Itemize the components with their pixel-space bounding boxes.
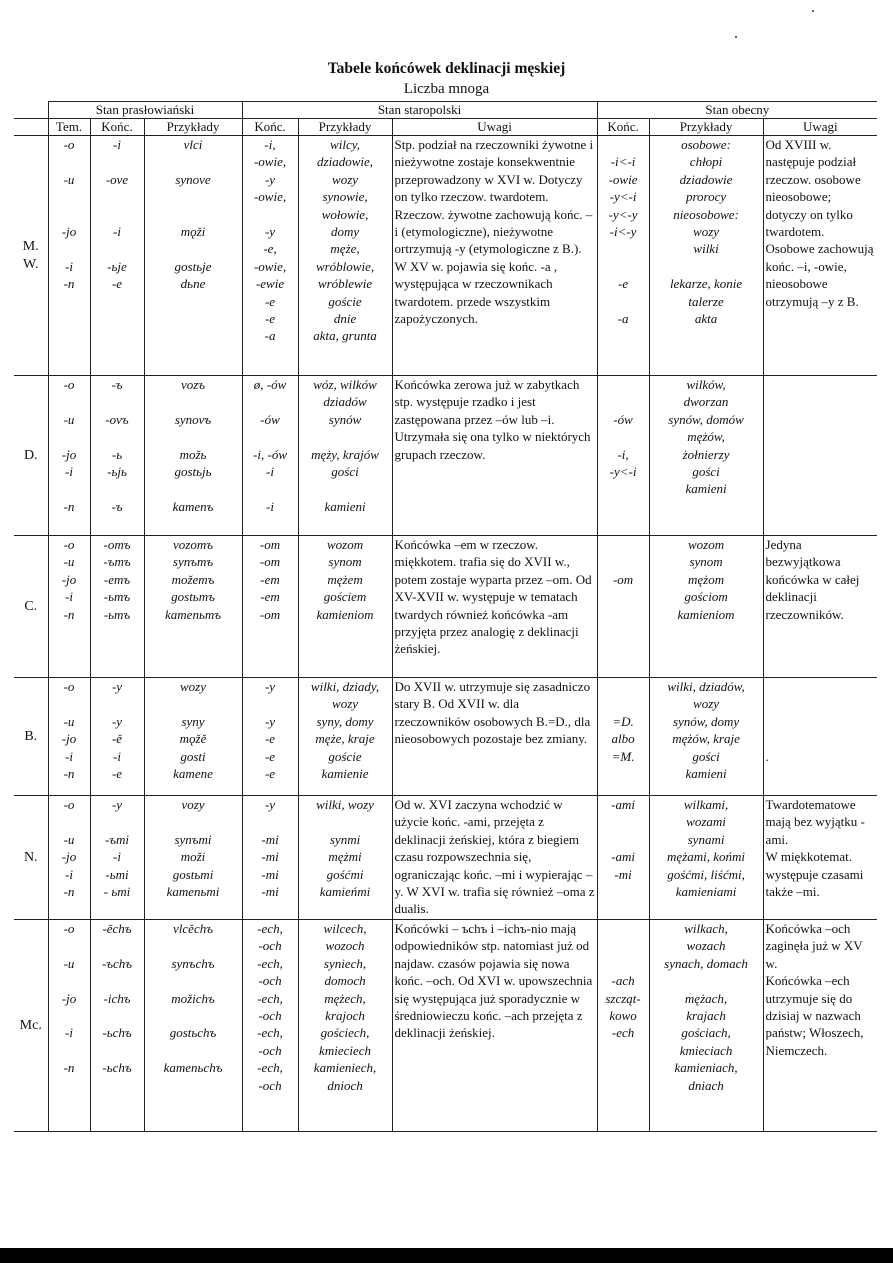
column-header-row: [14, 119, 877, 136]
scan-speck: [812, 10, 814, 12]
col-przyk1: Przykłady: [144, 119, 242, 136]
cell-uwagi3: Od XVIII w. następuje podział rzeczow. osobowe nieosobowe; dotyczy on tylko twardotem. Osobowe zachowują końc. –i, -owie, nieosobowe otrzymują –y z B.: [763, 136, 877, 376]
cell-uwagi3: Końcówka –och zaginęła już w XV w. Końcówka –ech utrzymuje się do dzisiaj w nazwach państw; Włoszech, Niemczech.: [763, 920, 877, 1132]
col-konc1: Końc.: [90, 119, 144, 136]
col-uwagi3: Uwagi: [763, 119, 877, 136]
col-tem: Tem.: [48, 119, 90, 136]
scan-bottom-edge: [0, 1248, 893, 1263]
cell-konc3: =D. albo =M.: [597, 678, 649, 796]
declension-table: [14, 101, 877, 1132]
cell-tem: -o -u -jo -i -n: [48, 376, 90, 536]
cell-konc3: -ami -ami -mi: [597, 796, 649, 920]
cell-tem: -o -u -jo -i -n: [48, 920, 90, 1132]
col-przyk3: Przykłady: [649, 119, 763, 136]
cell-uwagi2: Stp. podział na rzeczowniki żywotne i nieżywotne zostaje konsekwentnie przeprowadzony w XVI w. Dotyczy on tylko rzeczow. twardotem. Rzeczow. żywotne zachowują końc. –i (etymologiczne), nieżywotne ortrzymują -y (etymologiczne z B.). W XV w. pojawia się końc. -a , występująca w rzeczownikach twardotem. przede wszystkim zapożyczonych.: [392, 136, 597, 376]
cell-przyk3: wilkach, wozach synach, domach mężach, krajach gościach, kmieciach kamieniach, dniach: [649, 920, 763, 1132]
table-row: [14, 136, 877, 376]
col-przyk2: Przykłady: [298, 119, 392, 136]
cell-przyk1: vozomъ synъmъ možemъ gostьmъ kamenьmъ: [144, 536, 242, 678]
cell-konc3: -ach szcząt- kowo -ech: [597, 920, 649, 1132]
cell-case: Mc.: [14, 920, 48, 1132]
page-title: Tabele końcówek deklinacji męskiej: [327, 60, 566, 77]
cell-przyk1: vozy synъmi moži gostьmi kamenьmi: [144, 796, 242, 920]
cell-konc1: -y -y -ě -i -e: [90, 678, 144, 796]
empty-corner: [14, 102, 48, 119]
cell-przyk3: osobowe: chłopi dziadowie prorocy nieosobowe: wozy wilki lekarze, konie talerze akta: [649, 136, 763, 376]
col-konc3: Końc.: [597, 119, 649, 136]
cell-tem: -o -u -jo -i -n: [48, 136, 90, 376]
cell-konc3: -om: [597, 536, 649, 678]
cell-konc1: -ěchъ -ъchъ -ichъ -ьchъ -ьchъ: [90, 920, 144, 1132]
cell-tem: -o -u -jo -i -n: [48, 678, 90, 796]
cell-uwagi3: Jedyna bezwyjątkowa końcówka w całej deklinacji rzeczowników.: [763, 536, 877, 678]
cell-przyk2: wilcy, dziadowie, wozy synowie, wołowie, domy męże, wróblowie, wróblewie goście dnie akta, grunta: [298, 136, 392, 376]
cell-uwagi2: Końcówka zerowa już w zabytkach stp. występuje rzadko i jest zastępowana przez –ów lub –i. Utrzymała się ona tylko w niektórych grupach rzeczow.: [392, 376, 597, 536]
cell-przyk1: vozъ synovъ možь gostьjь kamenъ: [144, 376, 242, 536]
cell-przyk2: wozom synom mężem gościem kamieniom: [298, 536, 392, 678]
group-obecny: Stan obecny: [597, 102, 877, 119]
cell-uwagi2: Końcówki – ъchъ i –ichъ-nio mają odpowiedników stp. natomiast już od najdaw. czasów pojawia się nowa końc. –och. Od XVI w. upowszechnia się występująca już sporadycznie w średniowieczu końc. –ach przejęta z deklinacji żeńskiej.: [392, 920, 597, 1132]
cell-konc3: -ów -i, -y<-i: [597, 376, 649, 536]
page-subtitle: Liczba mnoga: [403, 81, 490, 97]
cell-przyk3: wilków, dworzan synów, domów mężów, żołnierzy gości kamieni: [649, 376, 763, 536]
col-case: [14, 119, 48, 136]
scan-speck: [735, 36, 737, 38]
cell-konc1: -i -ove -i -ьje -e: [90, 136, 144, 376]
cell-przyk2: wilki, wozy synmi mężmi gośćmi kamieńmi: [298, 796, 392, 920]
cell-case: N.: [14, 796, 48, 920]
cell-uwagi2: Do XVII w. utrzymuje się zasadniczo stary B. Od XVII w. dla rzeczowników osobowych B.=D., dla nieosobowych pozostaje bez zmiany.: [392, 678, 597, 796]
group-stp: Stan staropolski: [242, 102, 597, 119]
table-row: [14, 536, 877, 678]
cell-konc1: -ъ -ovъ -ь -ьjь -ъ: [90, 376, 144, 536]
cell-uwagi3: Twardotematowe mają bez wyjątku -ami. W miękkotemat. występuje czasami także –mi.: [763, 796, 877, 920]
cell-konc2: -om -om -em -em -om: [242, 536, 298, 678]
cell-przyk1: wozy syny mǫžě gosti kamene: [144, 678, 242, 796]
cell-przyk3: wilkami, wozami synami mężami, końmi gośćmi, liśćmi, kamieniami: [649, 796, 763, 920]
table-row: [14, 920, 877, 1132]
cell-case: C.: [14, 536, 48, 678]
cell-konc2: ø, -ów -ów -i, -ów -i -i: [242, 376, 298, 536]
cell-uwagi3: .: [763, 678, 877, 796]
cell-case: D.: [14, 376, 48, 536]
cell-konc3: -i<-i -owie -y<-i -y<-y -i<-y -e -a: [597, 136, 649, 376]
cell-przyk2: wóz, wilków dziadów synów męży, krajów gości kamieni: [298, 376, 392, 536]
cell-konc2: -ech, -och -ech, -och -ech, -och -ech, -och -ech, -och: [242, 920, 298, 1132]
cell-case: B.: [14, 678, 48, 796]
group-header-row: [14, 102, 877, 119]
cell-przyk3: wilki, dziadów, wozy synów, domy mężów, kraje gości kamieni: [649, 678, 763, 796]
col-konc2: Końc.: [242, 119, 298, 136]
cell-uwagi2: Od w. XVI zaczyna wchodzić w użycie końc. -ami, przejęta z deklinacji żeńskiej, która z biegiem czasu rozpowszechnia się, ograniczając końc. –mi i wypierając –y. W XVI w. trafia się również –oma z dualis.: [392, 796, 597, 920]
cell-konc2: -y -y -e -e -e: [242, 678, 298, 796]
table-row: [14, 678, 877, 796]
cell-przyk2: wilki, dziady, wozy syny, domy męże, kraje goście kamienie: [298, 678, 392, 796]
cell-przyk1: vlci synove mǫži gostьje dьne: [144, 136, 242, 376]
cell-konc2: -i, -owie, -y -owie, -y -e, -owie, -ewie -e -e -a: [242, 136, 298, 376]
cell-tem: -o -u -jo -i -n: [48, 796, 90, 920]
cell-przyk2: wilcech, wozoch syniech, domoch mężech, krajoch gościech, kmieciech kamieniech, dnioch: [298, 920, 392, 1132]
table-body: [14, 136, 877, 1132]
cell-przyk3: wozom synom mężom gościom kamieniom: [649, 536, 763, 678]
cell-konc1: -omъ -ъmъ -emъ -ьmъ -ьmъ: [90, 536, 144, 678]
cell-case: M. W.: [14, 136, 48, 376]
cell-konc2: -y -mi -mi -mi -mi: [242, 796, 298, 920]
cell-tem: -o -u -jo -i -n: [48, 536, 90, 678]
cell-uwagi2: Końcówka –em w rzeczow. miękkotem. trafia się do XVII w., potem zostaje wyparta przez –om. Od XV-XVII w. występuje w tematach twardych również końcówka -am przyjęta przez analogię z deklinacji żeńskiej.: [392, 536, 597, 678]
group-pras: Stan prasłowiański: [48, 102, 242, 119]
cell-przyk1: vlcěchъ synъchъ možichъ gostьchъ kamenьchъ: [144, 920, 242, 1132]
table-row: [14, 376, 877, 536]
cell-konc1: -y -ъmi -i -ьmi - ьmi: [90, 796, 144, 920]
table-row: [14, 796, 877, 920]
col-uwagi2: Uwagi: [392, 119, 597, 136]
cell-uwagi3: [763, 376, 877, 536]
